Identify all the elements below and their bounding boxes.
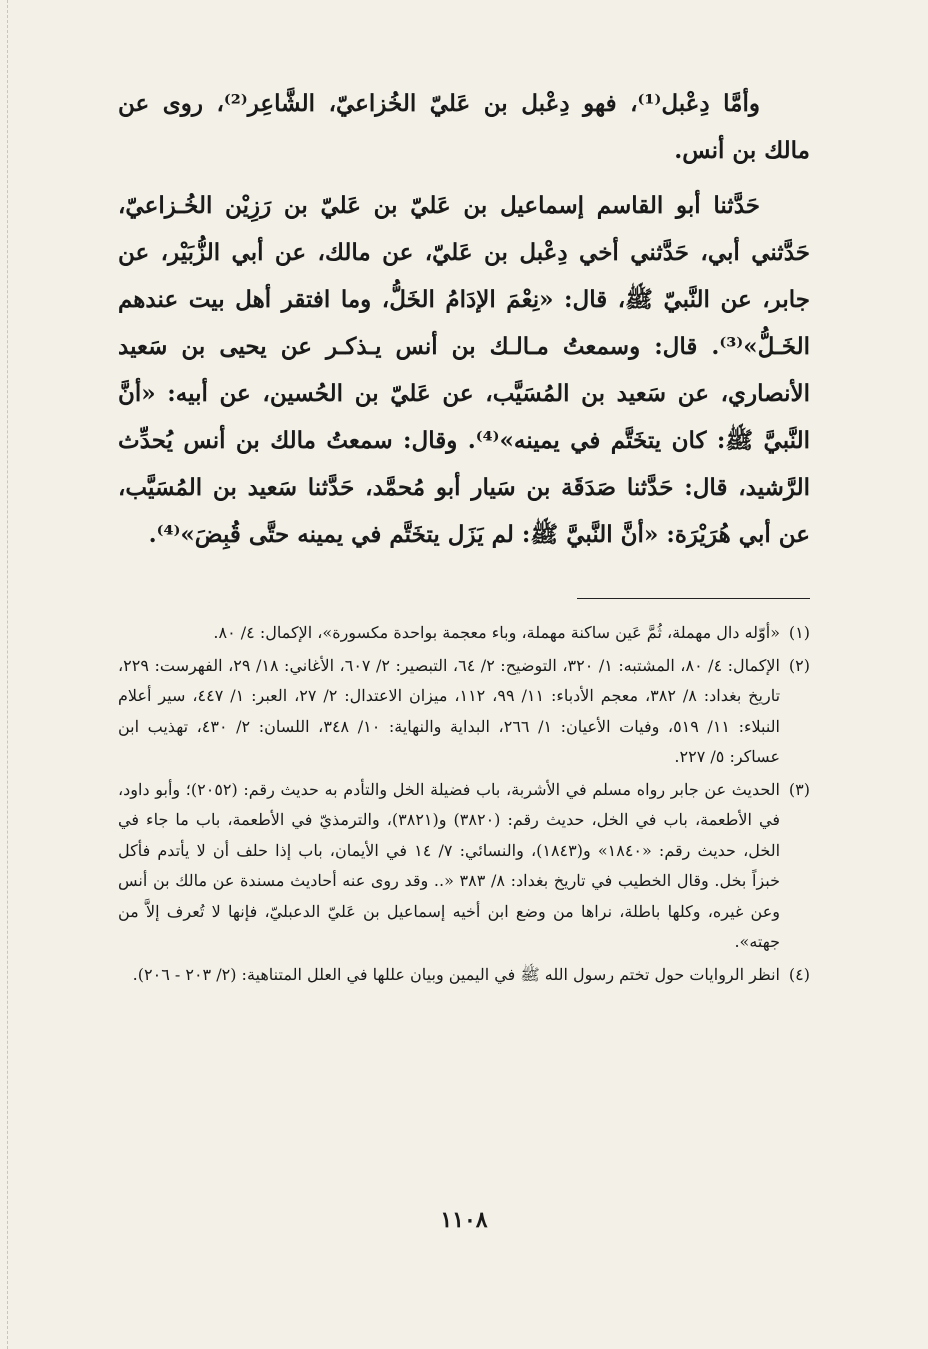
footnote-number: (٢) bbox=[788, 655, 810, 675]
footnote-number: (٣) bbox=[788, 779, 810, 799]
footnote-3 bbox=[118, 775, 810, 958]
footnote-1 bbox=[118, 618, 810, 649]
footnote-4 bbox=[118, 960, 810, 991]
main-paragraph-2: حَدَّثنا أبو القاسم إسماعيل بن عَليّ بن عَليّ بن رَزِيْن الخُـزاعيّ، حَدَّثني أبي، حَدَّثني أخي دِعْبل بن عَليّ، عن مالك، عن أبي الزُّبَيْر، عن جابر، عن النَّبيّ ﷺ، قال: «نِعْمَ الإدَامُ الخَلُّ، وما افتقر أهل بيت عندهم الخَـلُّ»⁽³⁾. قال: وسمعتُ مـالـك بن أنس يـذكـر عن يحيى بن سَعيد الأنصاري، عن سَعيد بن المُسَيَّب، عن عَليّ بن الحُسين، عن أبيه: «أنَّ النَّبيَّ ﷺ: كان يتخَتَّم في يمينه»⁽⁴⁾. وقال: سمعتُ مالك بن أنس يُحدِّث الرَّشيد، قال: حَدَّثنا صَدَقَة بن سَيار أبو مُحمَّد، حَدَّثنا سَعيد بن المُسَيَّب، عن أبي هُرَيْرَة: «أنَّ النَّبيَّ ﷺ: لم يَزَل يتخَتَّم في يمينه حتَّى قُبِضَ»⁽⁴⁾. bbox=[118, 192, 810, 548]
main-paragraph-1: وأمَّا دِعْبل⁽¹⁾، فهو دِعْبل بن عَليّ الخُزاعيّ، الشَّاعِر⁽²⁾، روى عن مالك بن أنس. bbox=[118, 90, 810, 164]
footnote-text: الإكمال: ٤/ ٨٠، المشتبه: ١/ ٣٢٠، التوضيح: ٢/ ٦٤، التبصير: ٢/ ٦٠٧، الأغاني: ١٨/ ٢٩، الفهرست: ٢٢٩، تاريخ بغداد: ٨/ ٣٨٢، معجم الأدباء: ١١/ ٩٩، ١١٢، ميزان الاعتدال: ٢/ ٢٧، العبر: ١/ ٤٤٧، سير أعلام النبلاء: ١١/ ٥١٩، وفيات الأعيان: ١/ ٢٦٦، البداية والنهاية: ١٠/ ٣٤٨، اللسان: ٢/ ٤٣٠، تهذيب ابن عساكر: ٥/ ٢٢٧. bbox=[118, 655, 781, 766]
footnote-text: «أوّله دال مهملة، ثُمَّ عَين ساكنة مهملة، وباء معجمة بواحدة مكسورة»، الإكمال: ٤/ ٨٠. bbox=[213, 623, 780, 642]
footnote-separator bbox=[577, 598, 810, 599]
footnote-2 bbox=[118, 651, 810, 773]
footnote-number: (١) bbox=[788, 623, 810, 642]
footnotes bbox=[118, 618, 810, 992]
footnote-number: (٤) bbox=[788, 964, 810, 984]
page-edge bbox=[7, 0, 8, 1349]
page-number: ١١٠٨ bbox=[440, 1207, 488, 1233]
footnote-text: الحديث عن جابر رواه مسلم في الأشربة، باب فضيلة الخل والتأدم به حديث رقم: (٢٠٥٢)؛ وأبو داود، في الأطعمة، باب في الخل، حديث رقم: (٣٨٢٠) و(٣٨٢١)، والترمذيّ في الأطعمة، باب ما جاء في الخل، حديث رقم: «١٨٤٠» و(١٨٤٣)، والنسائي: ٧/ ١٤ في الأيمان، باب إذا حلف أن لا يأتدم فأكل خبزاً بخل. وقال الخطيب في تاريخ بغداد: ٨/ ٣٨٣ «.. وقد روى عنه أحاديث مسندة عن مالك بن أنس وعن غيره، وكلها باطلة، نراها من وضع ابن أخيه إسماعيل بن عَليّ الدعبليّ، فإنها لا تُعرف إلاَّ من جهته». bbox=[118, 779, 781, 951]
main-text bbox=[118, 80, 810, 566]
footnote-text: انظر الروايات حول تختم رسول الله ﷺ في اليمين وبيان عللها في العلل المتناهية: (٢/ ٢٠٣ - ٢٠٦). bbox=[132, 964, 780, 984]
